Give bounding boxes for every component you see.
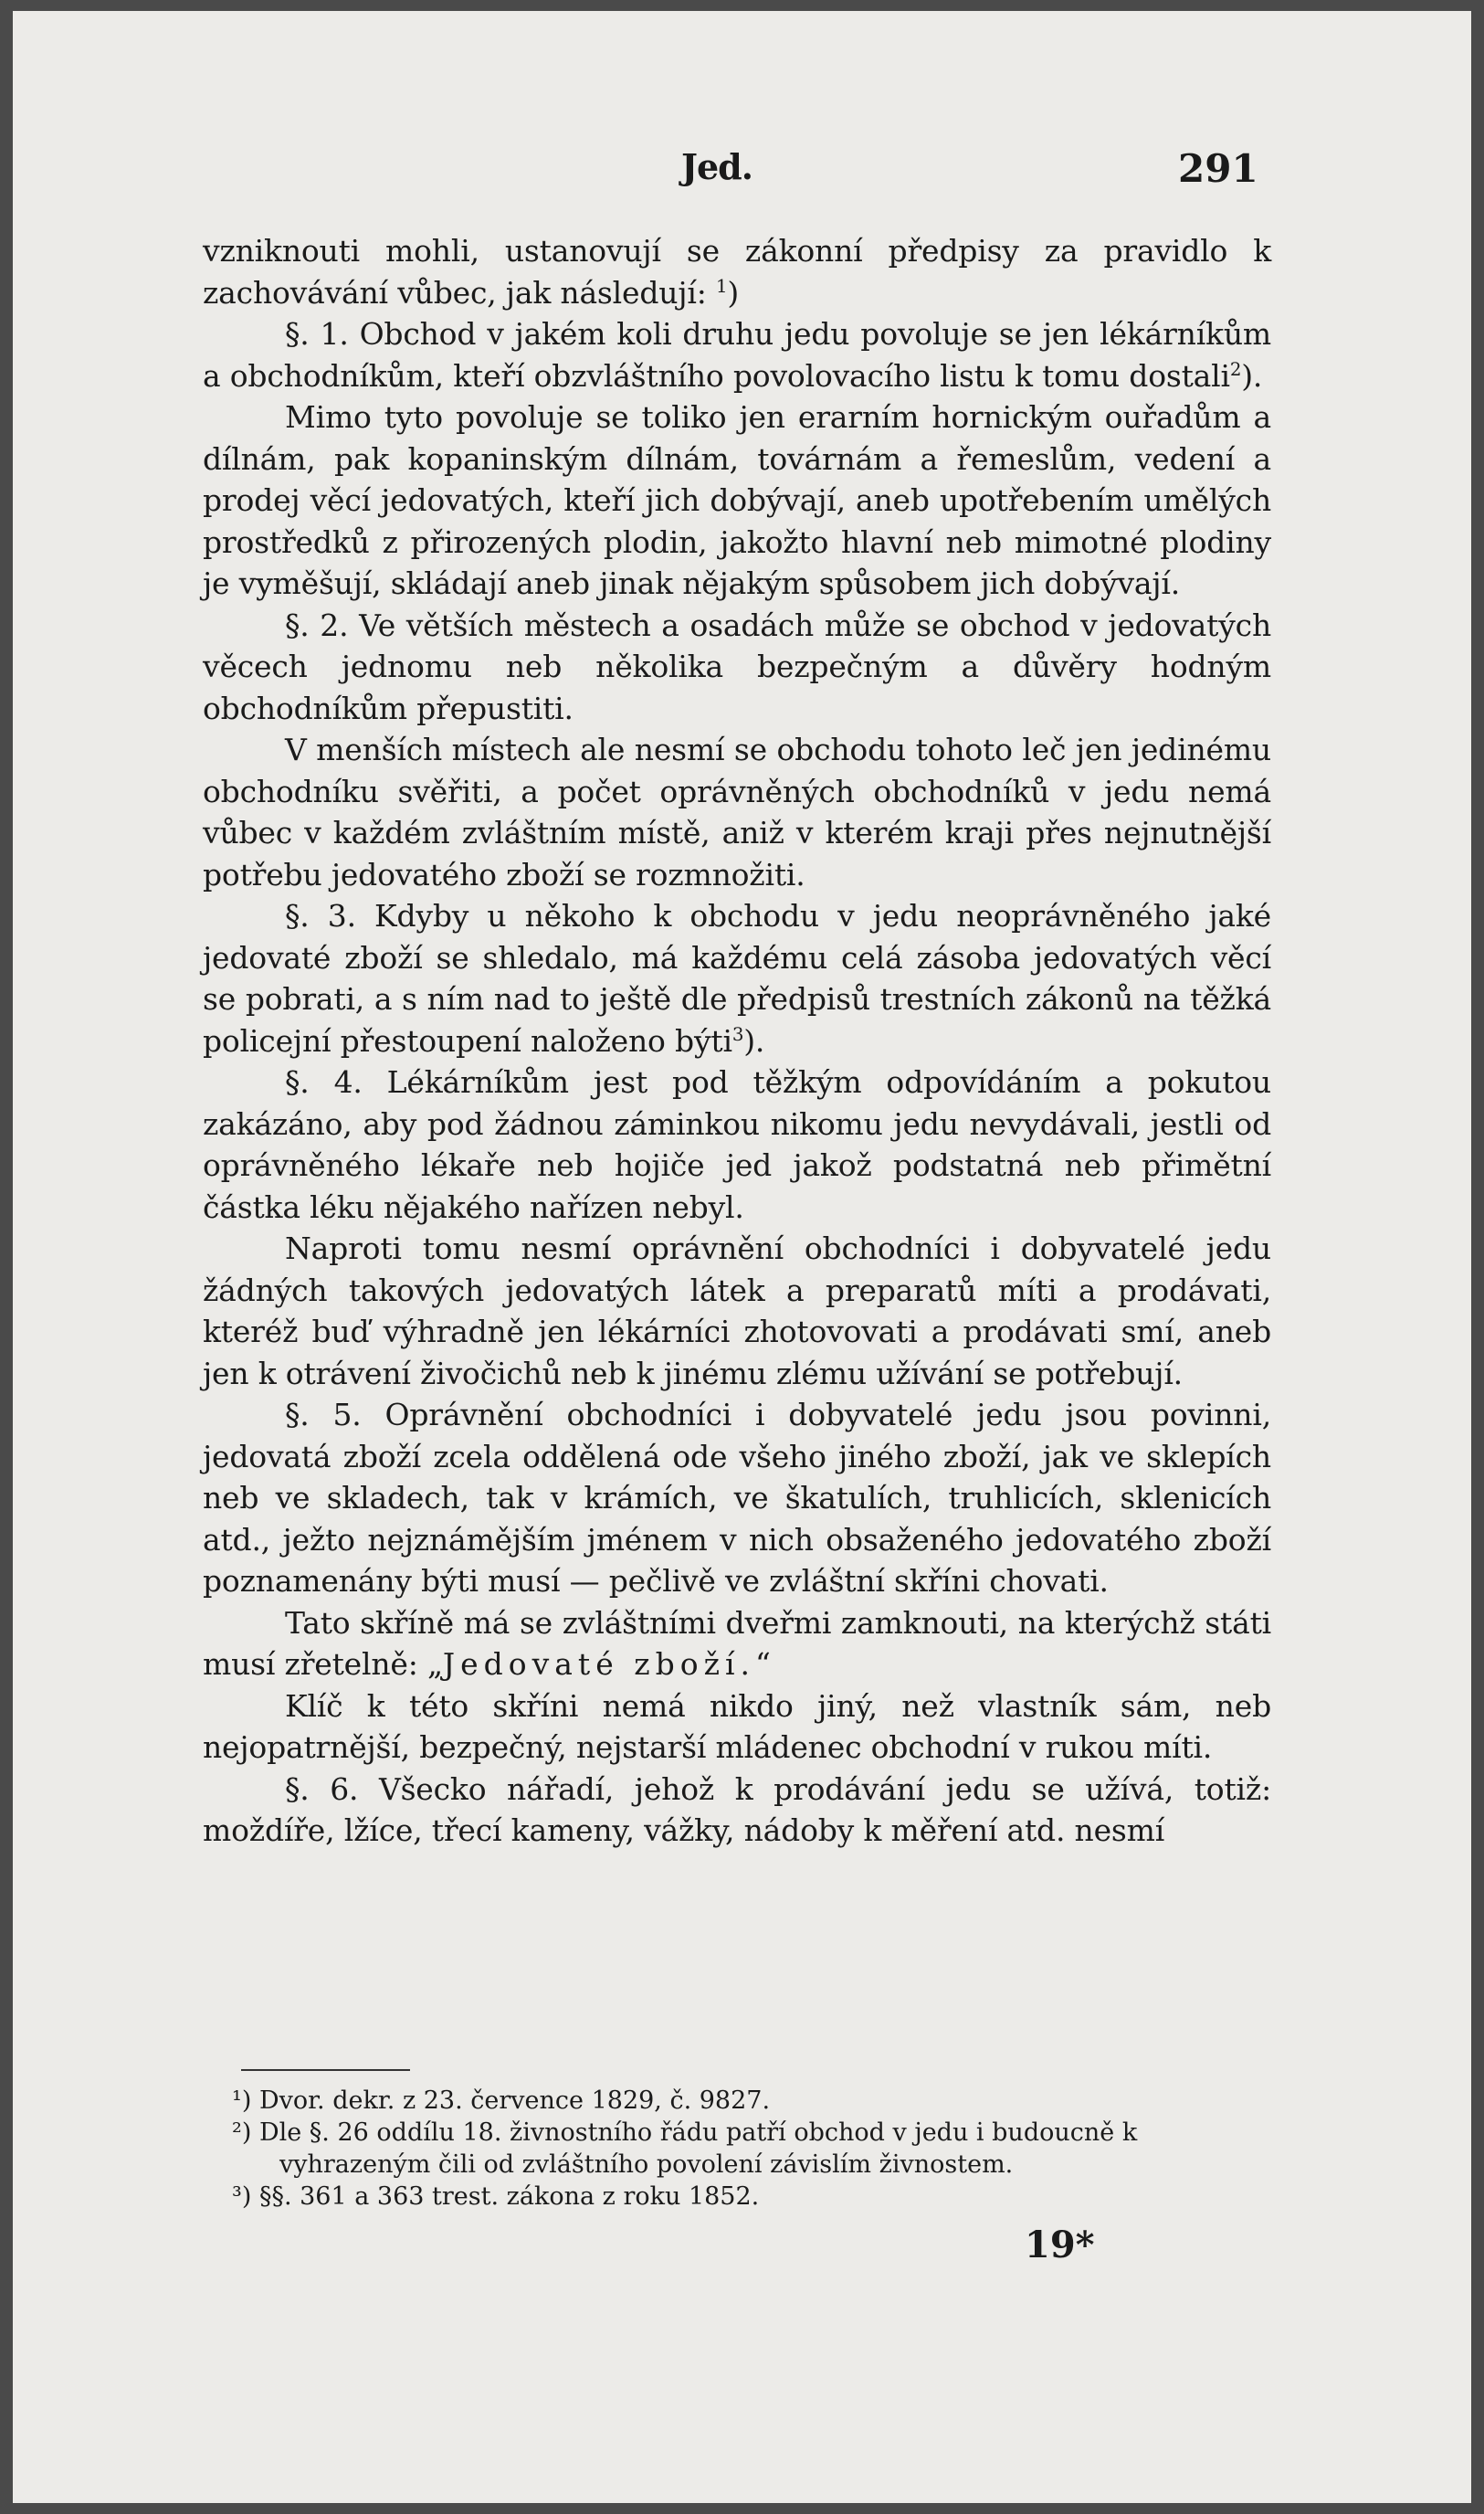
paragraph-section-3: §. 3. Kdyby u někoho k obchodu v jedu neoprávněného jaké jedovaté zboží se shledalo, má každému celá zásoba jedovatých věcí se pobrati, a s ním nad to ještě dle předpisů trestních zákonů na těžká policejní přestoupení naloženo býti$^3$). (203, 898, 1271, 1059)
signature-mark: 19* (1025, 2224, 1095, 2266)
footnote-ref-1: 1 (715, 275, 728, 297)
running-head: Jed. (681, 146, 753, 187)
paragraph-section-6: §. 6. Všecko nářadí, jehož k prodávání jedu se užívá, totiž: moždíře, lžíce, třecí kameny, vážky, nádoby k měření atd. nesmí (203, 1770, 1271, 1848)
spaced-label: Jedovaté zboží. (442, 1646, 756, 1682)
paragraph-cabinet: Tato skříně má se zvláštními dveřmi zamknouti, na kterýchž státi musí zřetelně: „Jedovaté zboží.“ (203, 1604, 1271, 1682)
paragraph-section-1: §. 1. Obchod v jakém koli druhu jedu povoluje se jen lékárníkům a obchodníkům, kteří obzvláštního povolovacího listu k tomu dostali$^2$). (203, 316, 1271, 394)
footnote-3: ³) §§. 361 a 363 trest. zákona z roku 1852. (232, 2182, 760, 2211)
footnote-2: ²) Dle §. 26 oddílu 18. živnostního řádu patří obchod v jedu i budoucně k vyhrazeným čili od zvláštního povolení závislím živnostem. (232, 2118, 1138, 2179)
page-number: 291 (1178, 146, 1258, 191)
page-header (13, 146, 1471, 201)
paragraph-section-5: §. 5. Oprávnění obchodníci i dobyvatelé jedu jsou povinni, jedovatá zboží zcela oddělená ode všeho jiného zboží, jak ve sklepích neb ve skladech, tak v krámích, ve škatulích, truhlicích, sklenicích atd., ježto nejznámějším jménem v nich obsaženého jedovatého zboží poznamenány býti musí — pečlivě ve zvláštní skříni chovati. (203, 1397, 1271, 1599)
paragraph-intro: vzniknouti mohli, ustanovují se zákonní předpisy za pravidlo k zachovávání vůbec, jak následují: $^1$) (203, 233, 1271, 311)
main-text (203, 230, 1271, 1852)
footnote-1: ¹) Dvor. dekr. z 23. července 1829, č. 9827. (232, 2086, 771, 2115)
paragraph-section-4: §. 4. Lékárníkům jest pod těžkým odpovídáním a pokutou zakázáno, aby pod žádnou záminkou nikomu jedu nevydávali, jestli od oprávněného lékaře neb hojiče jed jakož podstatná neb přimětní částka léku nějakého nařízen nebyl. (203, 1064, 1271, 1225)
footnotes (232, 2085, 1264, 2213)
paragraph-section-2: §. 2. Ve větších městech a osadách může se obchod v jedovatých věcech jednomu neb několika bezpečným a důvěry hodným obchodníkům přepustiti. (203, 607, 1271, 726)
footnote-ref-3: 3 (731, 1023, 744, 1045)
paragraph-exceptions: Mimo tyto povoluje se toliko jen erarním hornickým ouřadům a dílnám, pak kopaninským dílnám, továrnám a řemeslům, vedení a prodej věcí jedovatých, kteří jich dobývají, aneb upotřebením umělých prostředků z přirozených plodin, jakožto hlavní neb mimotné plodiny je vyměšují, skládají aneb jinak nějakým spůsobem jich dobývají. (203, 399, 1271, 601)
footnote-divider (241, 2069, 410, 2071)
paragraph-key: Klíč k této skříni nemá nikdo jiný, než vlastník sám, neb nejopatrnější, bezpečný, nejstarší mládenec obchodní v rukou míti. (203, 1687, 1271, 1765)
footnote-ref-2: 2 (1229, 358, 1242, 380)
paragraph-smaller-places: V menších místech ale nesmí se obchodu tohoto leč jen jedinému obchodníku svěřiti, a počet oprávněných obchodníků v jedu nemá vůbec v každém zvláštním místě, aniž v kterém kraji přes nejnutnější potřebu jedovatého zboží se rozmnožiti. (203, 732, 1271, 893)
book-page (13, 11, 1471, 2503)
paragraph-merchants: Naproti tomu nesmí oprávnění obchodníci i dobyvatelé jedu žádných takových jedovatých látek a preparatů míti a prodávati, kteréž buď výhradně jen lékárníci zhotovovati a prodávati smí, aneb jen k otrávení živočichů neb k jinému zlému užívání se potřebují. (203, 1231, 1271, 1391)
